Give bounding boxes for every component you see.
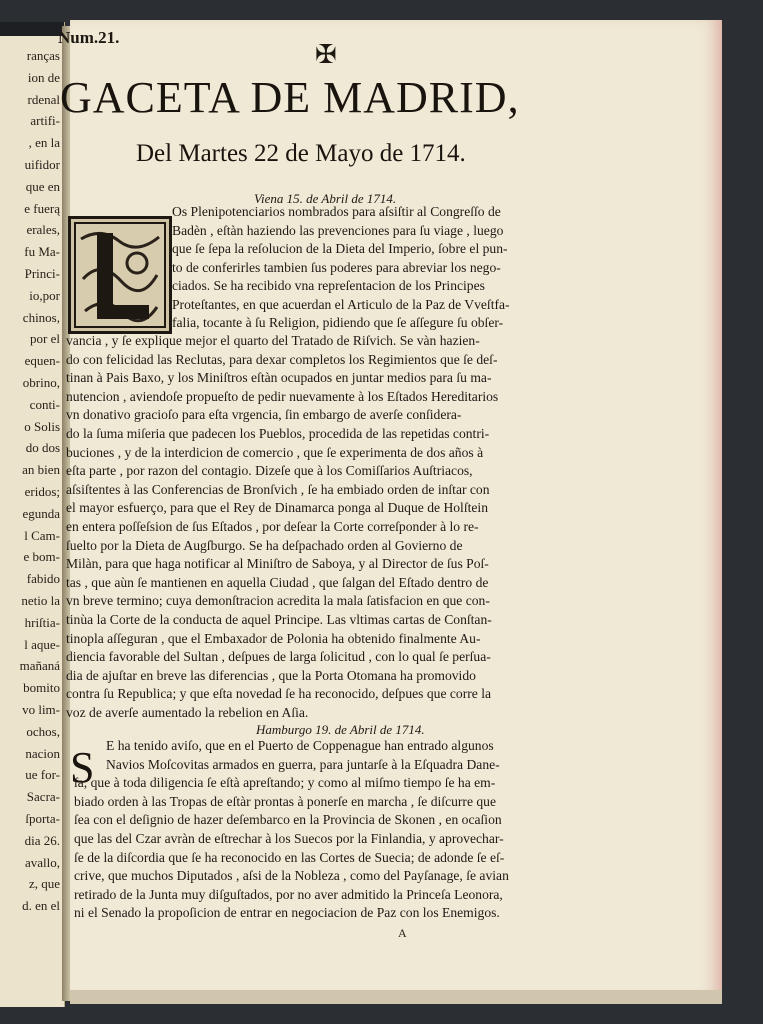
text-line: que las del Czar avràn de eſtrechar à los Suecos por la Finlandia, y aprovechar-	[74, 831, 504, 846]
text-line: biado orden à las Tropas de eſtàr prontas à ponerſe en marcha , ſe diſcurre que	[74, 793, 497, 809]
left-page-line: e bom-	[23, 549, 60, 565]
text-line: ſa, que à toda diligencia ſe eſtà apreſtando; y como al miſmo tiempo ſe ha em-	[74, 775, 496, 791]
text-line: tas , que aùn ſe mantienen en aquella Ciudad , que ſalgan del Eſtado dentro de	[66, 574, 489, 590]
text-line: dia de ajuſtar en breve las diferencias , que la Porta Otomana ha promovido	[66, 667, 476, 683]
text-line: retirado de la Junta muy diſguſtados, por no aver admitido la Princeſa Leonora,	[74, 886, 503, 902]
left-page-line: , en la	[28, 135, 60, 151]
section-heading-hamburgo: Hamburgo 19. de Abril de 1714.	[256, 722, 425, 737]
left-page-line: do dos	[25, 440, 60, 456]
text-line: buciones , y de la interdicion de comercio , que ſe experimenta de dos años à	[66, 444, 484, 460]
left-page-line: avallo,	[24, 854, 60, 870]
initial-letter-s: S	[70, 743, 95, 792]
left-page-line: chinos,	[22, 309, 60, 325]
text-line: en entera poſſeſsion de ſus Eſtados , por deſear la Corte correſponder à lo re-	[66, 519, 479, 534]
text-line: nutencion , aviendoſe propueſto de pedir nuevamente à los Eſtados Hereditarios	[66, 388, 499, 404]
left-page-line: d. en el	[22, 898, 60, 914]
text-line: Badèn , eſtàn haziendo las prevenciones para ſu viage , luego	[172, 222, 504, 238]
text-line: contra ſu Republica; y que eſta novedad ſe ha reconocido, deſpues que corre la	[66, 686, 492, 702]
left-page-line: Sacra-	[26, 789, 60, 805]
left-page-line: an bien	[22, 462, 60, 478]
left-page-line: vo lim-	[22, 702, 60, 717]
text-line: diencia favorable del Sultan , deſpues de larga ſolicitud , con lo qual ſe perſua-	[66, 649, 491, 665]
page-edge	[70, 990, 722, 1004]
left-page	[0, 22, 65, 1007]
text-line: aſsiſtentes à las Conferencias de Bronſvich , ſe ha embiado orden de inſtar con	[66, 481, 490, 497]
text-line: crive, que muchos Diputados , aſsi de la Nobleza , como del Payſanage, ſe avian	[74, 868, 509, 884]
text-line: ſea con el deſignio de hazer deſembarco en la Provincia de Skonen , en ocaſion	[74, 812, 502, 828]
masthead-title: GACETA DE MADRID,	[60, 73, 520, 122]
left-page-line: equen-	[24, 353, 60, 369]
text-line: vn breve termino; cuya demonſtracion acredita la mala ſatisfacion en que con-	[66, 593, 490, 609]
left-page-line: ochos,	[26, 723, 60, 739]
text-line: voz de averſe aumentado la rebelion en Aſia.	[66, 705, 309, 720]
left-page-line: uifidor	[24, 157, 60, 172]
left-page-line: que en	[25, 178, 60, 194]
left-page-line: fabido	[26, 571, 60, 587]
left-page-line: z, que	[28, 876, 60, 892]
issue-dateline: Del Martes 22 de Mayo de 1714.	[136, 140, 466, 167]
left-page-shadow	[0, 22, 64, 36]
left-page-line: Princi-	[24, 266, 60, 281]
section-heading-viena: Viena 15. de Abril de 1714.	[254, 191, 397, 206]
left-page-line: netio la	[21, 593, 60, 608]
issue-number: Num.21.	[58, 28, 120, 47]
text-line: ſe de la diſcordia que ſe ha reconocido en las Cortes de Suecia; de adonde ſe eſ-	[74, 849, 505, 865]
left-page-line: l aque-	[24, 636, 60, 652]
text-line: falia, tocante à ſu Religion, pidiendo que ſe aſſegure ſu obſer-	[172, 315, 504, 330]
left-page-line: fu Ma-	[24, 244, 60, 260]
text-line: do la ſuma miſeria que padecen los Pueblos, procedida de las repetidas contri-	[66, 426, 490, 441]
text-line: que ſe ſepa la reſolucion de la Dieta del Imperio, ſobre el pun-	[172, 241, 508, 256]
left-page-line: hriſtia-	[24, 614, 60, 630]
text-line: Navios Moſcovitas armados en guerra, para juntarſe à la Eſquadra Dane-	[106, 756, 500, 772]
text-line: ſuelto por la Dieta de Augſburgo. Se ha deſpachado orden al Govierno de	[66, 537, 463, 553]
decorated-initial-l-icon	[68, 216, 172, 334]
text-line: eſta parte , por razon del contagio. Dizeſe que à los Comiſſarios Auſtriacos,	[66, 463, 473, 479]
left-page-line: io,por	[29, 287, 60, 303]
left-page-line: rdenal	[27, 91, 60, 107]
text-line: do con felicidad las Reclutas, para dexar completos los Regimientos que ſe deſ-	[66, 351, 498, 367]
left-page-line: artifi-	[30, 113, 60, 129]
left-page-line: egunda	[22, 505, 60, 521]
text-line: tinùa la Corte de la conducta de aquel Principe. Las vltimas cartas de Conſtan-	[66, 612, 492, 627]
left-page-line: e fuerą	[24, 200, 60, 216]
left-page-line: nacion	[25, 745, 60, 761]
left-page-line: conti-	[29, 396, 60, 412]
left-page-line: por el	[30, 331, 60, 347]
text-line: vn donativo gracioſo para eſta vrgencia, ſin embargo de averſe conſidera-	[66, 407, 462, 423]
text-line: vancia , y ſe explique mejor el quarto del Tratado de Riſvich. Se vàn hazien-	[66, 333, 480, 348]
text-line: tinan à Pais Baxo, y los Miniſtros eſtàn ocupados en juntar medios para ſu ma-	[66, 370, 492, 386]
text-line: tinopla aſſeguran , que el Embaxador de Polonia ha obtenido finalmente Au-	[66, 630, 481, 646]
left-page-line: l Cam-	[24, 527, 60, 543]
text-line: Os Plenipotenciarios nombrados para aſsiſtir al Congreſſo de	[172, 204, 501, 219]
text-line: Proteſtantes, en que acuerdan el Articulo de la Paz de Vveſtfa-	[172, 296, 510, 312]
text-line: ni el Senado la propoſicion de entrar en negociacion de Paz con los Enemigos.	[74, 905, 500, 921]
left-page-line: ſporta-	[25, 811, 60, 826]
left-page-line: mañaná	[19, 658, 60, 674]
text-line: Milàn, para que haga notificar al Miniſtro de Saboya, y al Director de ſus Poſ-	[66, 556, 489, 572]
signature-mark: A	[398, 926, 407, 940]
left-page-line: erales,	[26, 222, 60, 238]
left-page-line: dia 26.	[24, 832, 60, 848]
text-line: el mayor esfuerço, para que el Rey de Dinamarca ponga al Duque de Holſtein	[66, 500, 488, 516]
left-page-line: ranças	[26, 48, 60, 63]
text-line: to de conferirles tambien ſus poderes para abreviar los nego-	[172, 259, 501, 275]
text-line: ciados. Se ha recibido vna repreſentacion de los Principes	[172, 278, 485, 293]
left-page-line: eridos;	[24, 484, 60, 499]
left-page-line: bomito	[23, 680, 60, 696]
left-page-line: o Solis	[24, 418, 60, 434]
left-page-line: ion de	[27, 69, 60, 85]
text-line: E ha tenido aviſo, que en el Puerto de Coppenague han entrado algunos	[106, 738, 494, 753]
cross-ornament: ✠	[315, 40, 337, 69]
left-page-line: obrino,	[22, 375, 60, 390]
left-page-line: ue for-	[25, 767, 60, 783]
